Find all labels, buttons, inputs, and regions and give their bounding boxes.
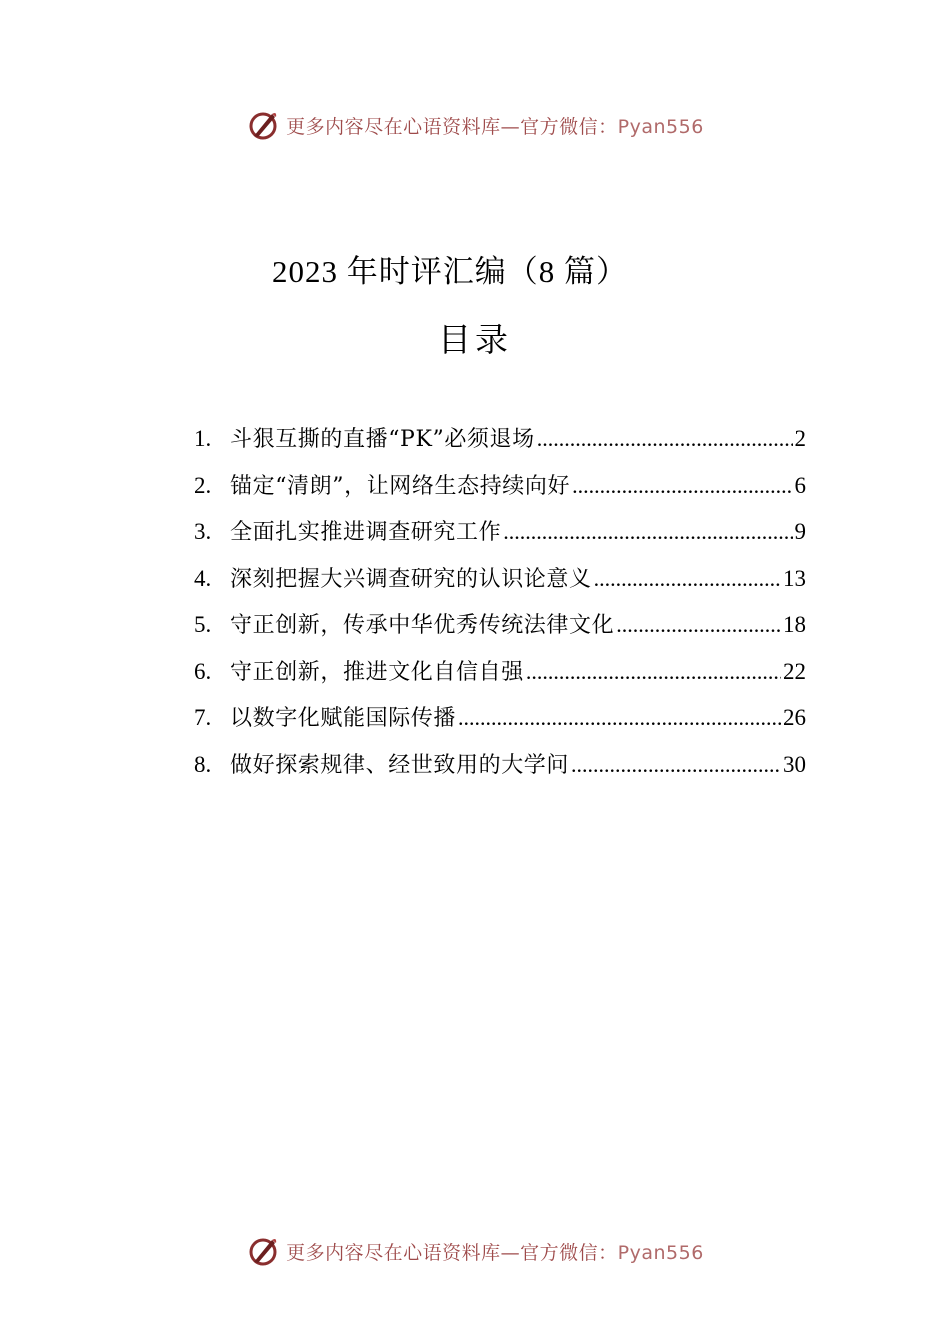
toc-item[interactable] [194, 517, 806, 564]
footer-watermark [0, 1234, 950, 1268]
header-watermark [0, 108, 950, 142]
toc-item-page: 30 [783, 751, 806, 777]
toc-item-number: 6. [194, 658, 212, 684]
toc-item-page: 18 [783, 612, 806, 637]
toc-dot-leader [594, 564, 781, 594]
toc-dot-leader [526, 657, 781, 687]
watermark-text: 更多内容尽在心语资料库—官方微信：Pyan556 [286, 1241, 704, 1264]
toc-item[interactable] [194, 471, 806, 518]
quill-pen-logo-icon [246, 108, 280, 142]
toc-item[interactable] [194, 610, 806, 657]
toc-item-number: 8. [194, 751, 212, 777]
toc-dot-leader [616, 610, 781, 640]
toc-item-number: 1. [194, 426, 212, 451]
toc-item-page: 22 [783, 658, 806, 684]
toc-item-page: 9 [794, 519, 806, 544]
toc-item-page: 13 [783, 565, 806, 591]
quill-pen-logo-icon [246, 1234, 280, 1268]
watermark-text: 更多内容尽在心语资料库—官方微信：Pyan556 [286, 115, 704, 138]
toc-item[interactable] [194, 750, 806, 797]
toc-item-number: 4. [194, 565, 212, 591]
toc-item[interactable] [194, 564, 806, 611]
toc-dot-leader [572, 471, 792, 501]
toc-item-title: 全面扎实推进调查研究工作 [230, 520, 502, 545]
toc-dot-leader [458, 703, 781, 733]
toc-item-number: 2. [194, 472, 212, 498]
toc-heading: 目录 [438, 320, 512, 359]
toc-dot-leader [571, 750, 781, 780]
toc-item-title: 深刻把握大兴调查研究的认识论意义 [230, 566, 592, 592]
toc-item-page: 26 [783, 705, 806, 730]
toc-item-page: 6 [794, 472, 806, 498]
toc-item[interactable] [194, 703, 806, 750]
toc-item-page: 2 [794, 426, 806, 451]
table-of-contents [194, 424, 806, 796]
toc-item[interactable] [194, 657, 806, 704]
toc-item-title: 守正创新，传承中华优秀传统法律文化 [230, 613, 615, 638]
document-title: 2023 年时评汇编（8 篇） [272, 254, 628, 289]
toc-item[interactable] [194, 424, 806, 471]
toc-dot-leader [537, 424, 793, 454]
toc-item-title: 做好探索规律、经世致用的大学问 [230, 752, 570, 778]
toc-item-number: 5. [194, 612, 212, 637]
toc-item-number: 3. [194, 519, 212, 544]
toc-item-title: 以数字化赋能国际传播 [230, 706, 457, 731]
toc-item-title: 守正创新，推进文化自信自强 [230, 659, 524, 685]
toc-item-title: 锚定“清朗”，让网络生态持续向好 [230, 473, 571, 499]
toc-dot-leader [503, 517, 792, 547]
toc-item-title: 斗狠互撕的直播“PK”必须退场 [230, 427, 535, 452]
toc-item-number: 7. [194, 705, 212, 730]
